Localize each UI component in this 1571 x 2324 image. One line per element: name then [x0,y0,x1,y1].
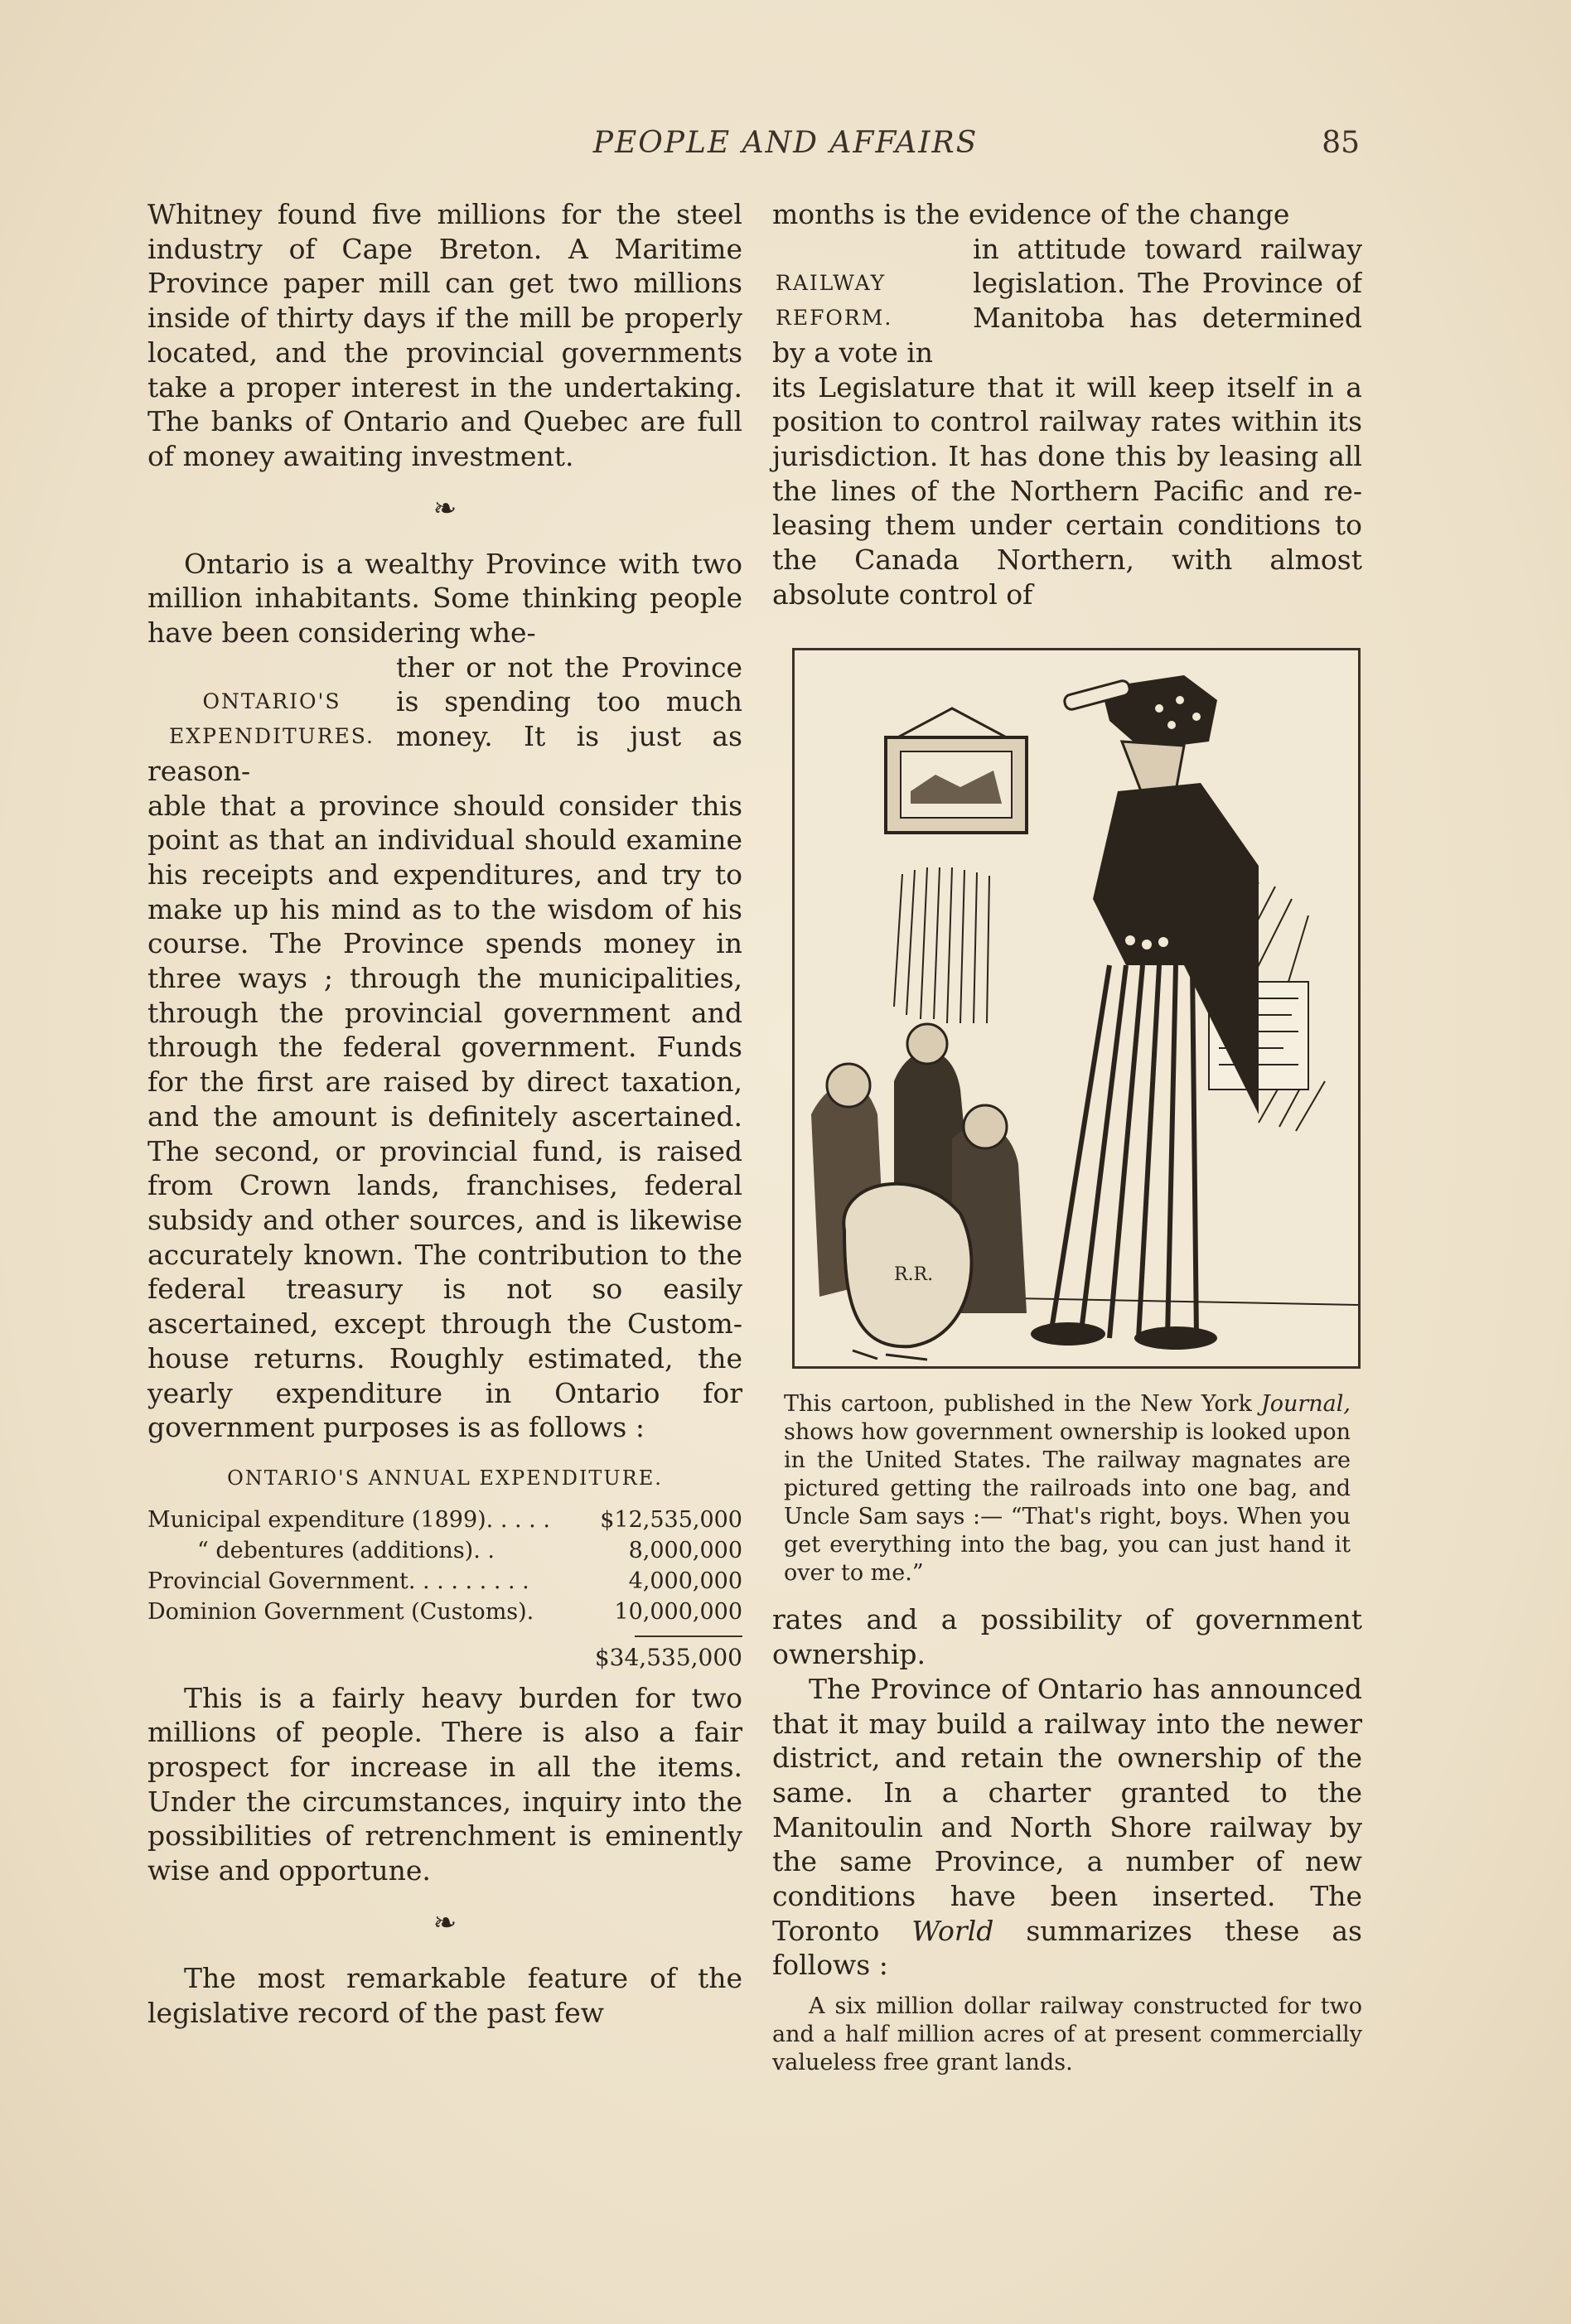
paragraph-ontario-lead: Ontario is a wealthy Province with two million inhabitants. Some thinking people have been considering whe- [147,547,742,650]
row-label: Municipal expenditure (1899). . . . . [147,1506,550,1533]
row-value: $12,535,000 [600,1506,742,1533]
table-row [147,1597,742,1627]
expenditure-total: $34,535,000 [594,1643,742,1671]
table-row [147,1535,742,1566]
running-header-title: PEOPLE AND AFFAIRS [592,126,979,160]
row-value: 4,000,000 [628,1568,742,1594]
paragraph-heavy-burden: This is a fairly heavy burden for two millions of people. There is also a fair prospect for increase in all the items. Under the circumstances, inquiry into the possibilities of retrenchment is eminently wise and opportune. [147,1681,742,1887]
table-row [147,1505,742,1535]
ornament-divider-icon: ❧ [433,1906,457,1940]
row-value: 10,000,000 [614,1598,742,1625]
table-row [147,1566,742,1597]
sidehead-block-railway [772,232,1362,370]
right-column [772,197,1362,2077]
paragraph-text-post: summarizes these as follows : [772,1914,1362,1982]
paragraph-railway-side: in attitude toward railway legislation. The Province of Manitoba has determined by a vote in [772,232,1362,369]
sidehead-block-ontario [147,650,742,789]
paragraph-rates: rates and a possibility of government ownership. [772,1603,1362,1671]
sidehead-railway-reform: RAILWAY REFORM. [776,271,893,331]
row-label: Provincial Government. . . . . . . . . [147,1568,529,1594]
caption-journal-italic: Journal, [1260,1391,1351,1418]
cartoon-illustration [792,648,1361,1369]
paragraph-ontario-side: ther or not the Province is spending too much money. It is just as reason- [147,650,742,787]
paragraph-ontario-rest: able that a province should consider this point as that an individual should examine his receipts and expenditures, and try to make up his mind as to the wisdom of his course. The Province spends money in three ways ; through the municipalities, through the provincial government and through the federal government. Funds for the first are raised by direct taxation, and the amount is definitely ascertained. The second, or provincial fund, is raised from Crown lands, franchises, federal subsidy and other sources, and is likewise accurately known. The contribution to the federal treasury is not so easily ascertained, except through the Custom-house returns. Roughly estimated, the yearly expenditure in Ontario for government purposes is as follows : [147,789,742,1444]
page-number: 85 [1322,126,1360,160]
bag-label: R.R. [894,1264,934,1286]
left-column [147,197,742,2030]
row-label: “ debentures (additions). . [197,1537,495,1563]
paragraph-change-lead: months is the evidence of the change [772,198,1290,230]
paragraph-text-pre: The Province of Ontario has announced that it may build a railway into the newer district, and retain the ownership of the same. In a charter granted to the Manitoulin and North Shore railway by the same Province, a number of new conditions have been inserted. The Toronto [772,1672,1362,1947]
expenditure-table [147,1505,742,1673]
paragraph-railway-rest: its Legislature that it will keep itself in a position to control railway rates within its jurisdiction. It has done this by leasing all the lines of the Northern Pacific and re-leasing them under certain conditions to the Canada Northern, with almost absolute control of [772,370,1362,611]
ornament-divider-icon: ❧ [433,491,457,525]
block-quote-summary: A six million dollar railway constructed for two and a half million acres of at present commercially valueless free grant lands. [772,1993,1362,2076]
uncle-sam-cartoon-icon [795,650,1358,1366]
caption-text-post: shows how government ownership is looked upon in the United States. The railway magnates are pictured getting the railroads into one bag, and Uncle Sam says :— “That's right, boys. When you get everything into the bag, you can just hand it over to me.” [784,1419,1351,1587]
paragraph-ontario-railway [772,1672,1362,1983]
expenditure-table-title: ONTARIO'S ANNUAL EXPENDITURE. [227,1466,663,1490]
sidehead-ontarios-expenditures: ONTARIO'S EXPENDITURES. [169,689,375,749]
total-rule [635,1635,742,1637]
newspaper-name-italic: World [911,1914,994,1947]
caption-text-pre: This cartoon, published in the New York [784,1391,1252,1418]
paragraph-steel-industry: Whitney found five millions for the steel industry of Cape Breton. A Maritime Province paper mill can get two millions inside of thirty days if the mill be properly located, and the provincial governments take a proper interest in the undertaking. The banks of Ontario and Quebec are full of money awaiting investment. [147,198,742,472]
cartoon-caption [784,1390,1351,1587]
paragraph-legislative-record: The most remarkable feature of the legislative record of the past few [147,1961,742,2029]
row-value: 8,000,000 [628,1537,742,1563]
row-label: Dominion Government (Customs). [147,1598,534,1625]
